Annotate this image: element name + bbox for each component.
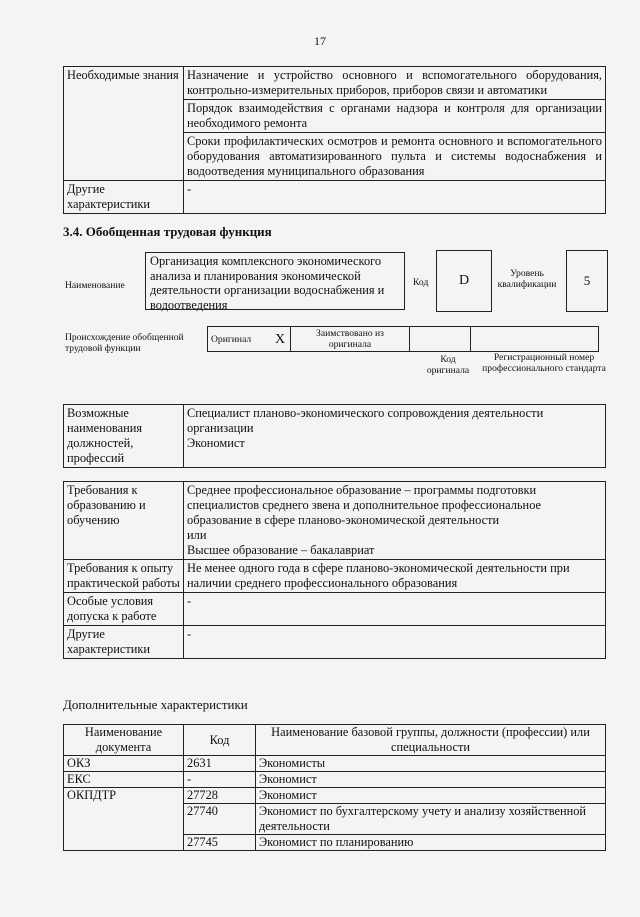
table-row: [64, 560, 606, 593]
table-header-row: [64, 725, 606, 756]
code-cell: -: [184, 772, 256, 788]
code-original-label: Код оригинала: [426, 354, 470, 376]
row-label: Другие характеристики: [64, 626, 184, 659]
doc-cell: ОКЗ: [64, 756, 184, 772]
code-label: Код: [413, 277, 429, 288]
table-row: [64, 788, 606, 804]
row-value: [184, 405, 606, 468]
requirement-line: или: [187, 528, 207, 542]
name-cell: Экономист по планированию: [256, 835, 606, 851]
requirement-line: Среднее профессиональное образование – программы подготовки специалистов среднего звена и дополнительное профессиональное образование в сфере планово-экономической деятельности: [187, 483, 542, 527]
row-value: Не менее одного года в сфере планово-экономической деятельности при наличии среднего профессионального образования: [184, 560, 606, 593]
code-cell: 27728: [184, 788, 256, 804]
positions-table: [63, 404, 606, 468]
table-row: [208, 327, 599, 352]
row-label: Требования к опыту практической работы: [64, 560, 184, 593]
doc-cell: ЕКС: [64, 772, 184, 788]
column-header: Наименование базовой группы, должности (профессии) или специальности: [256, 725, 606, 756]
code-cell: 2631: [184, 756, 256, 772]
code-original-cell: [410, 327, 471, 352]
reg-number-cell: [471, 327, 599, 352]
name-label: Наименование: [65, 280, 125, 291]
reg-number-label: Регистрационный номер профессионального стандарта: [482, 352, 606, 374]
requirement-line: Высшее образование – бакалавриат: [187, 543, 375, 557]
position-line: Специалист планово-экономического сопровождения деятельности организации: [187, 406, 544, 435]
page-number: 17: [314, 34, 326, 48]
row-label: Требования к образованию и обучению: [64, 482, 184, 560]
knowledge-item: Порядок взаимодействия с органами надзора и контроля для организации необходимого ремонта: [184, 100, 606, 133]
column-header: Код: [184, 725, 256, 756]
table-row: [64, 626, 606, 659]
code-box: D: [436, 250, 492, 312]
row-label: Необходимые знания: [64, 67, 184, 181]
row-label: Другие характеристики: [64, 181, 184, 214]
level-label: Уровень квалификации: [497, 268, 557, 290]
row-label: Особые условия допуска к работе: [64, 593, 184, 626]
knowledge-item: Сроки профилактических осмотров и ремонта основного и вспомогательного оборудования автоматизированного пульта и системы водоснабжения и водоотведения муниципального образования: [184, 133, 606, 181]
row-value: -: [184, 181, 606, 214]
name-cell: Экономисты: [256, 756, 606, 772]
row-value: [184, 482, 606, 560]
code-cell: 27745: [184, 835, 256, 851]
table-row: [64, 181, 606, 214]
table-row: [64, 772, 606, 788]
name-cell: Экономист по бухгалтерскому учету и анализу хозяйственной деятельности: [256, 804, 606, 835]
doc-cell: ОКПДТР: [64, 788, 184, 851]
origin-table: [207, 326, 599, 352]
requirements-table: [63, 481, 606, 659]
code-cell: 27740: [184, 804, 256, 835]
extra-title: Дополнительные характеристики: [63, 697, 248, 712]
level-box: 5: [566, 250, 608, 312]
name-cell: Экономист: [256, 788, 606, 804]
row-label: Возможные наименования должностей, профессий: [64, 405, 184, 468]
borrowed-label: Заимствовано из оригинала: [291, 327, 410, 352]
original-label: Оригинал: [208, 327, 271, 352]
additional-characteristics-table: [63, 724, 606, 851]
name-cell: Экономист: [256, 772, 606, 788]
origin-label: Происхождение обобщенной трудовой функции: [65, 332, 184, 354]
function-name-box: Организация комплексного экономического анализа и планирования экономической деятельности организации водоснабжения и водоотведения: [145, 252, 405, 310]
table-row: [64, 593, 606, 626]
table-row: [64, 67, 606, 100]
table-row: [64, 756, 606, 772]
section-title: 3.4. Обобщенная трудовая функция: [63, 224, 272, 239]
row-value: -: [184, 626, 606, 659]
position-line: Экономист: [187, 436, 245, 450]
table-row: [64, 405, 606, 468]
row-value: -: [184, 593, 606, 626]
original-mark: X: [270, 327, 291, 352]
column-header: Наименование документа: [64, 725, 184, 756]
table-row: [64, 482, 606, 560]
knowledge-item: Назначение и устройство основного и вспомогательного оборудования, контрольно-измерительных приборов, приборов связи и автоматики: [184, 67, 606, 100]
knowledge-table: [63, 66, 606, 214]
